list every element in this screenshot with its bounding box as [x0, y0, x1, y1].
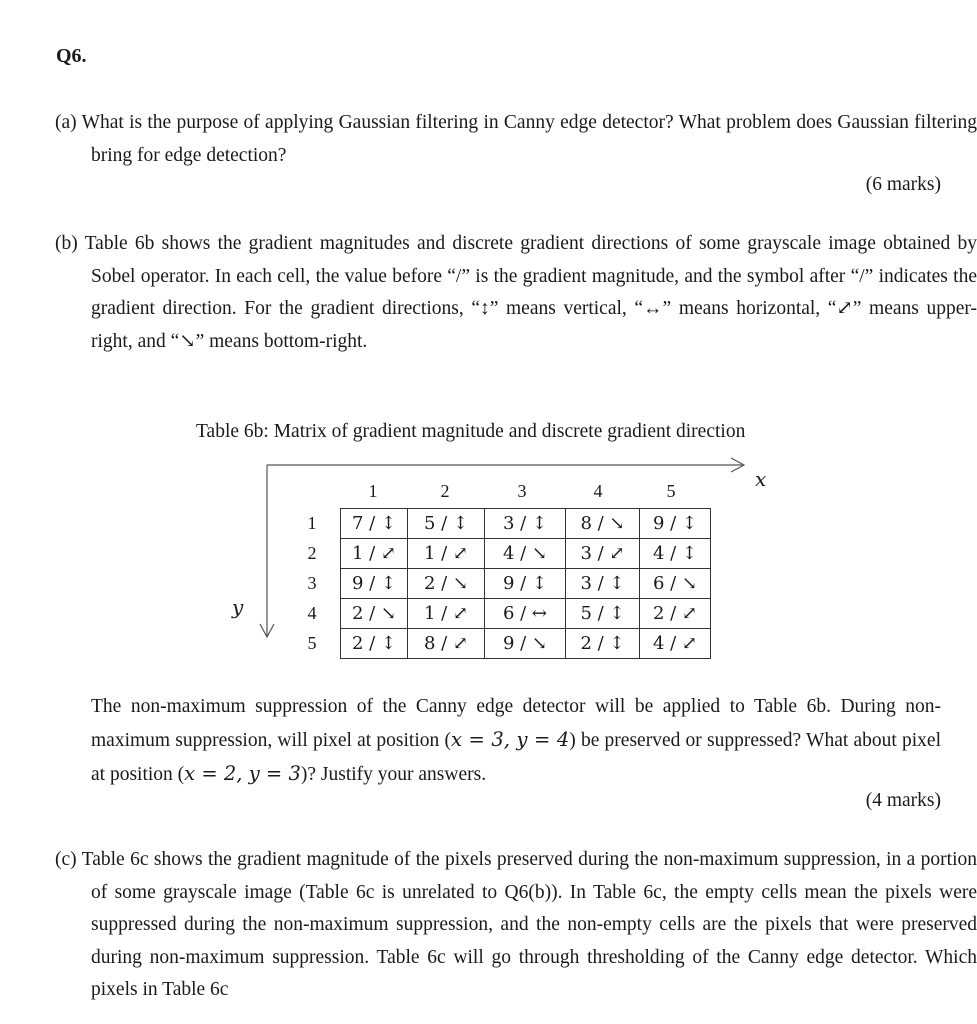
table-cell: 1 / ⤢ [341, 539, 408, 569]
table-cell: 1 / ⤢ [408, 539, 485, 569]
table-cell: 2 / ↕ [566, 629, 640, 659]
table-cell: 4 / ↕ [640, 539, 711, 569]
table-cell: 9 / ↕ [341, 569, 408, 599]
row-header: 4 [307, 603, 317, 623]
y-axis-label: y [232, 595, 244, 619]
table-cell: 2 / ⤢ [640, 599, 711, 629]
table-row [341, 539, 711, 569]
part-b-marks: (4 marks) [865, 790, 941, 811]
column-header: 5 [666, 481, 676, 501]
table-cell: 1 / ⤢ [408, 599, 485, 629]
column-header: 1 [368, 481, 378, 501]
table-row [341, 599, 711, 629]
table-cell: 3 / ⤢ [566, 539, 640, 569]
table-cell: 8 / ⤢ [408, 629, 485, 659]
table-cell: 4 / ⤢ [640, 629, 711, 659]
question-number: Q6. [56, 45, 87, 67]
part-b-text: (b) Table 6b shows the gradient magnitudes and discrete gradient directions of some grayscale image obtained by Sobel operator. In each cell, the value before “/” is the gradient magnitude, and the symbol after “/” indicates the gradient direction. For the gradient directions, “↕” means vertical, “↔” means horizontal, “⤢” means upper-right, and “↘” means bottom-right. [55, 233, 977, 352]
part-a-text: (a) What is the purpose of applying Gaussian filtering in Canny edge detector? What problem does Gaussian filtering bring for edge detection? [55, 112, 977, 166]
table-cell: 9 / ↕ [485, 569, 566, 599]
part-b-question [91, 690, 941, 791]
table-cell: 2 / ↕ [341, 629, 408, 659]
table-cell: 9 / ↕ [640, 509, 711, 539]
table-caption: Table 6b: Matrix of gradient magnitude and discrete gradient direction [196, 421, 746, 442]
table-cell: 7 / ↕ [341, 509, 408, 539]
part-c-text: (c) Table 6c shows the gradient magnitude of the pixels preserved during the non-maximum suppression, in a portion of some grayscale image (Table 6c is unrelated to Q6(b)). In Table 6c, the empty cells mean the pixels were suppressed during the non-maximum suppression, and the non-empty cells are the pixels that were preserved during non-maximum suppression. Table 6c will go through thresholding of the Canny edge detector. Which pixels in Table 6c [55, 849, 977, 1000]
x-axis-label: x [755, 467, 767, 491]
row-header: 1 [307, 513, 317, 533]
column-header: 2 [440, 481, 450, 501]
x-axis-arrowhead [731, 458, 744, 472]
row-header: 3 [307, 573, 317, 593]
question-text: )? Justify your answers. [300, 764, 487, 785]
table-cell: 5 / ↕ [566, 599, 640, 629]
column-header: 3 [517, 481, 527, 501]
table-cell: 3 / ↕ [566, 569, 640, 599]
y-axis-arrowhead [260, 624, 274, 637]
table-cell: 5 / ↕ [408, 509, 485, 539]
table-row [341, 509, 711, 539]
table-cell: 2 / ↘ [408, 569, 485, 599]
table-cell: 8 / ↘ [566, 509, 640, 539]
table-cell: 6 / ↘ [640, 569, 711, 599]
part-a-marks: (6 marks) [865, 174, 941, 195]
column-header: 4 [593, 481, 603, 501]
table-cell: 4 / ↘ [485, 539, 566, 569]
table-cell: 2 / ↘ [341, 599, 408, 629]
position-1: x = 3, y = 4 [450, 728, 570, 751]
question-text: ) be preserved or suppressed? What about pixel at position ( [91, 730, 941, 785]
row-header: 5 [307, 633, 317, 653]
table-cell: 3 / ↕ [485, 509, 566, 539]
row-header: 2 [307, 543, 317, 563]
table-row [341, 629, 711, 659]
table-cell: 6 / ↔ [485, 599, 566, 629]
gradient-table [340, 508, 711, 659]
question-text: The non-maximum suppression of the Canny edge detector will be applied to Table 6b. During non-maximum suppression, will pixel at position ( [91, 696, 941, 751]
position-2: x = 2, y = 3 [184, 762, 301, 785]
table-cell: 9 / ↘ [485, 629, 566, 659]
table-row [341, 569, 711, 599]
